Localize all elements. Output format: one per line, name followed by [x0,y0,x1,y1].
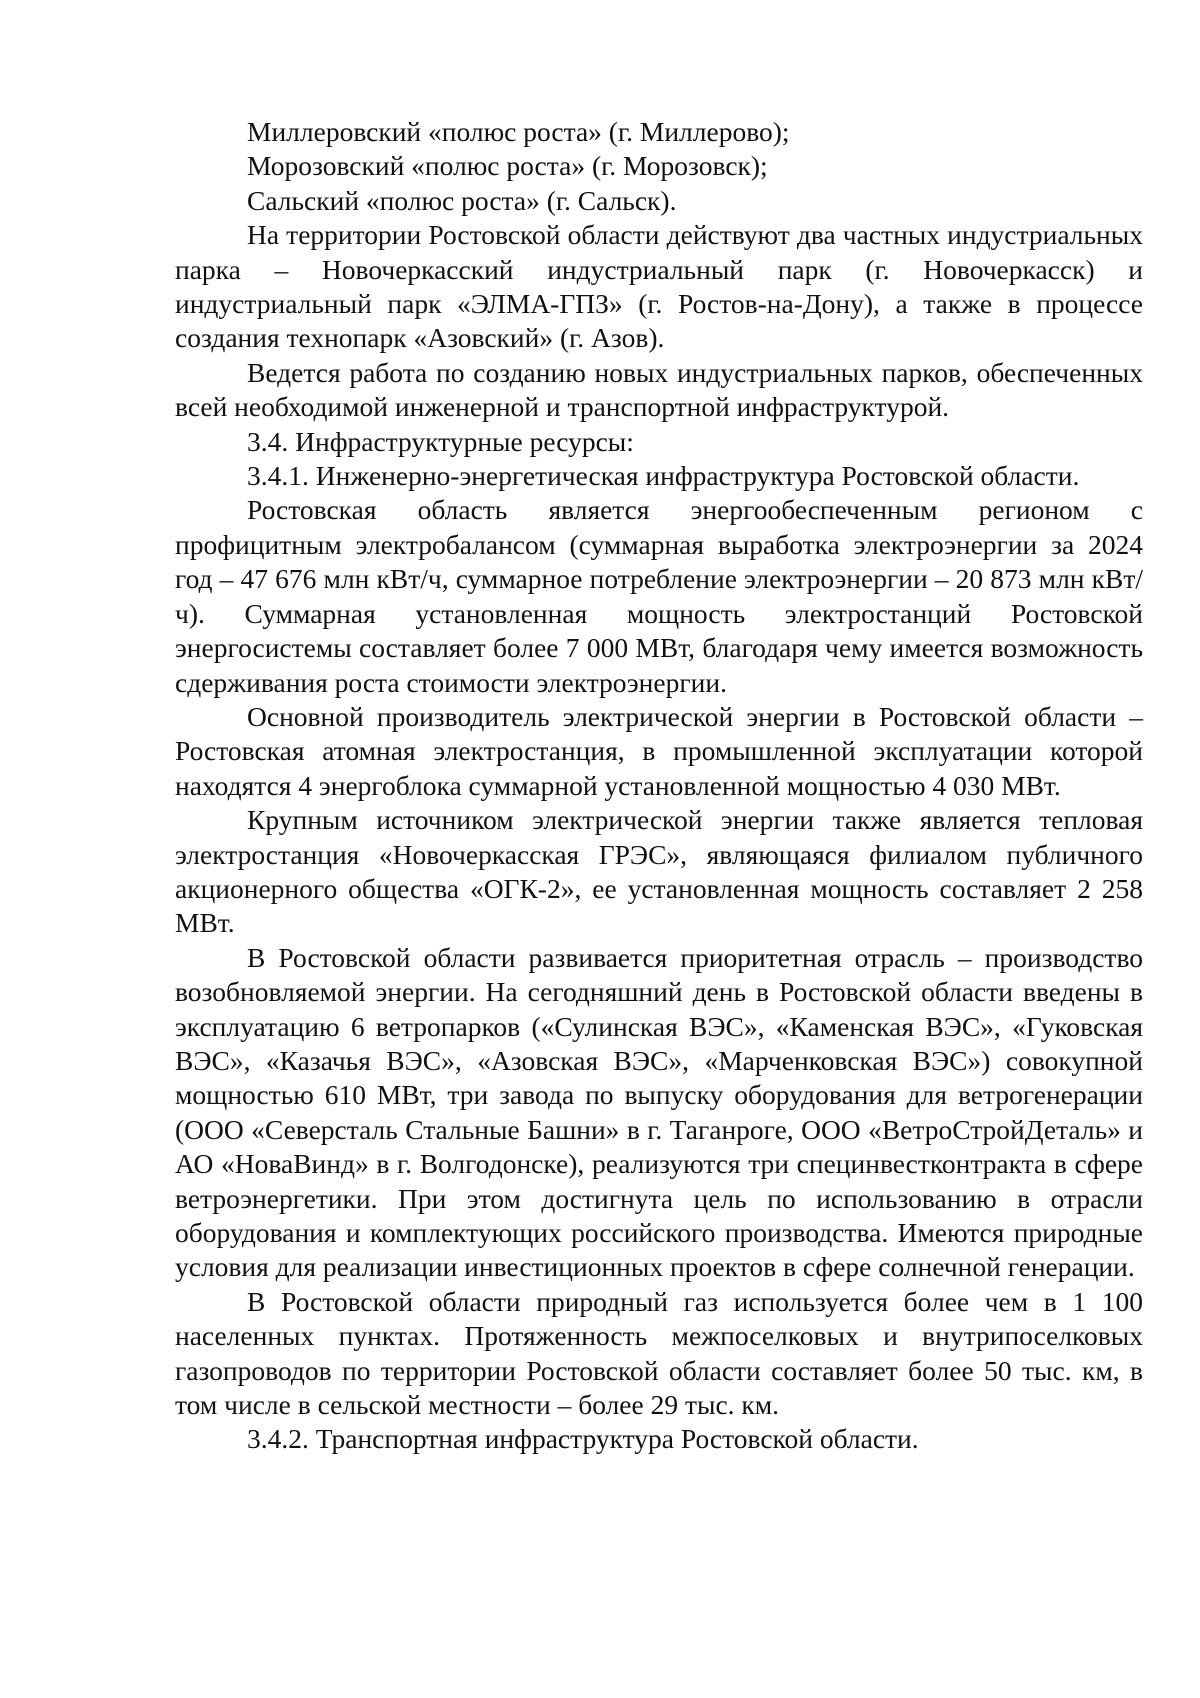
paragraph-thermal-plant: Крупным источником электрической энергии также является тепловая электростанция «Новочеркасская ГРЭС», являющаяся филиалом публичного акционерного общества «ОГК-2», ее установленная мощность составляет 2 258 МВт. [175,804,1143,939]
paragraph-growth-pole-millerovo: Миллеровский «полюс роста» (г. Миллерово); [247,116,790,147]
section-heading-3-4-1: 3.4.1. Инженерно-энергетическая инфраструктура Ростовской области. [247,460,1080,492]
paragraph-natural-gas: В Ростовской области природный газ используется более чем в 1 100 населенных пунктах. Протяженность межпоселковых и внутрипоселковых газопроводов по территории Ростовской области составляет более 50 тыс. км, в том числе в сельской местности – более 29 тыс. км. [175,1285,1143,1421]
paragraph-nuclear-plant: Основной производитель электрической энергии в Ростовской области – Ростовская атомная электростанция, в промышленной эксплуатации которой находятся 4 энергоблока суммарной установленной мощностью 4 030 МВт. [175,700,1143,801]
document-body [175,115,1143,1457]
section-heading-3-4: 3.4. Инфраструктурные ресурсы: [247,425,634,457]
paragraph-energy-balance: Ростовская область является энергообеспеченным регионом с профицитным электробалансом (суммарная выработка электроэнергии за 2024 год – 47 676 млн кВт/ч, суммарное потребление электроэнергии – 20 873 млн кВт/ч). Суммарная установленная мощность электростанций Ростовской энергосистемы составляет более 7 000 МВт, благодаря чему имеется возможность сдерживания роста стоимости электроэнергии. [175,494,1143,698]
paragraph-new-parks: Ведется работа по созданию новых индустриальных парков, обеспеченных всей необходимой инженерной и транспортной инфраструктурой. [175,356,1143,423]
section-heading-3-4-2: 3.4.2. Транспортная инфраструктура Ростовской области. [247,1423,919,1455]
paragraph-renewable-energy: В Ростовской области развивается приоритетная отрасль – производство возобновляемой энергии. На сегодняшний день в Ростовской области введены в эксплуатацию 6 ветропарков («Сулинская ВЭС», «Каменская ВЭС», «Гуковская ВЭС», «Казачья ВЭС», «Азовская ВЭС», «Марченковская ВЭС») совокупной мощностью 610 МВт, три завода по выпуску оборудования для ветрогенерации (ООО «Северсталь Стальные Башни» в г. Таганроге, ООО «ВетроСтройДеталь» и АО «НоваВинд» в г. Волгодонске), реализуются три специнвестконтракта в сфере ветроэнергетики. При этом достигнута цель по использованию в отрасли оборудования и комплектующих российского производства. Имеются природные условия для реализации инвестиционных проектов в сфере солнечной генерации. [175,941,1143,1283]
paragraph-industrial-parks: На территории Ростовской области действуют два частных индустриальных парка – Новочеркасский индустриальный парк (г. Новочеркасск) и индустриальный парк «ЭЛМА-ГПЗ» (г. Ростов-на-Дону), а также в процессе создания технопарк «Азовский» (г. Азов). [175,219,1143,354]
paragraph-growth-pole-salsk: Сальский «полюс роста» (г. Сальск). [247,184,677,216]
paragraph-growth-pole-morozovsk: Морозовский «полюс роста» (г. Морозовск); [247,150,768,182]
